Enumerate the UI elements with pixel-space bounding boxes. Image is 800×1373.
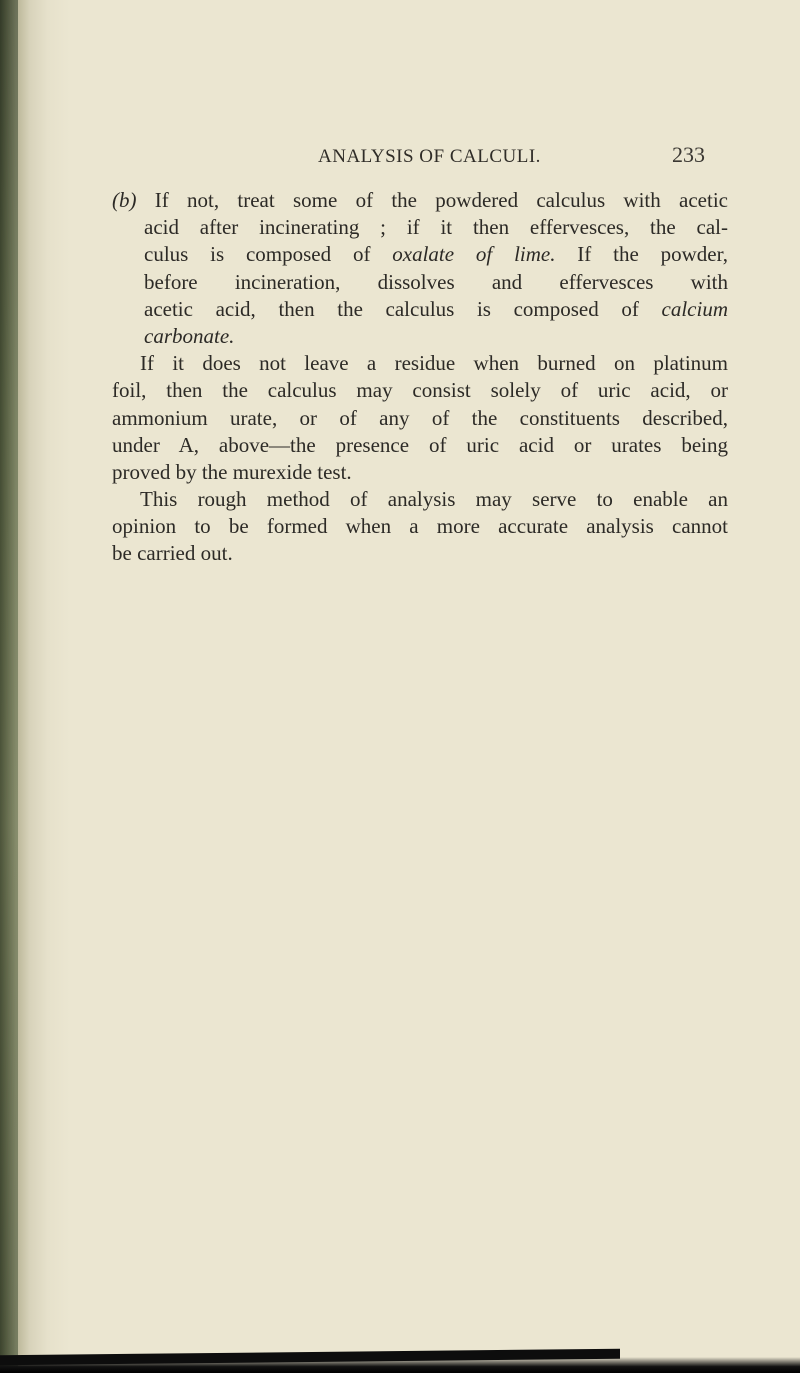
running-head: ANALYSIS OF CALCULI. [318,146,541,167]
paragraph-2-line-5: proved by the murexide test. [112,459,352,484]
paragraph-b-line-3: culus is composed of oxalate of lime. If the powder, [144,242,728,267]
paragraph-b-line-4: before incineration, dissolves and effervesces with [144,269,728,294]
paragraph-b-line-5: acetic acid, then the calculus is composed of calcium [144,296,728,321]
paragraph-2-line-2: foil, then the calculus may consist solely of uric acid, or [112,378,728,403]
paragraph-2-line-4: under A, above—the presence of uric acid or urates being [112,432,728,457]
paragraph-2-line-1: If it does not leave a residue when burned on platinum [140,351,728,376]
body-text [112,187,728,568]
paragraph-b-line-2: acid after incinerating ; if it then effervesces, the cal- [144,215,728,240]
paragraph-3-line-3: be carried out. [112,541,233,566]
binding-gutter-shadow [0,0,18,1373]
paragraph-b-line-1: (b) If not, treat some of the powdered calculus with acetic [112,188,728,212]
paragraph-b-line-6: carbonate. [144,323,235,348]
paragraph-2-line-3: ammonium urate, or of any of the constituents described, [112,405,728,430]
paragraph-3-line-1: This rough method of analysis may serve to enable an [140,487,728,512]
paragraph-label: (b) [112,188,137,212]
page-number: 233 [672,142,705,167]
paragraph-3-line-2: opinion to be formed when a more accurate analysis cannot [112,514,728,539]
